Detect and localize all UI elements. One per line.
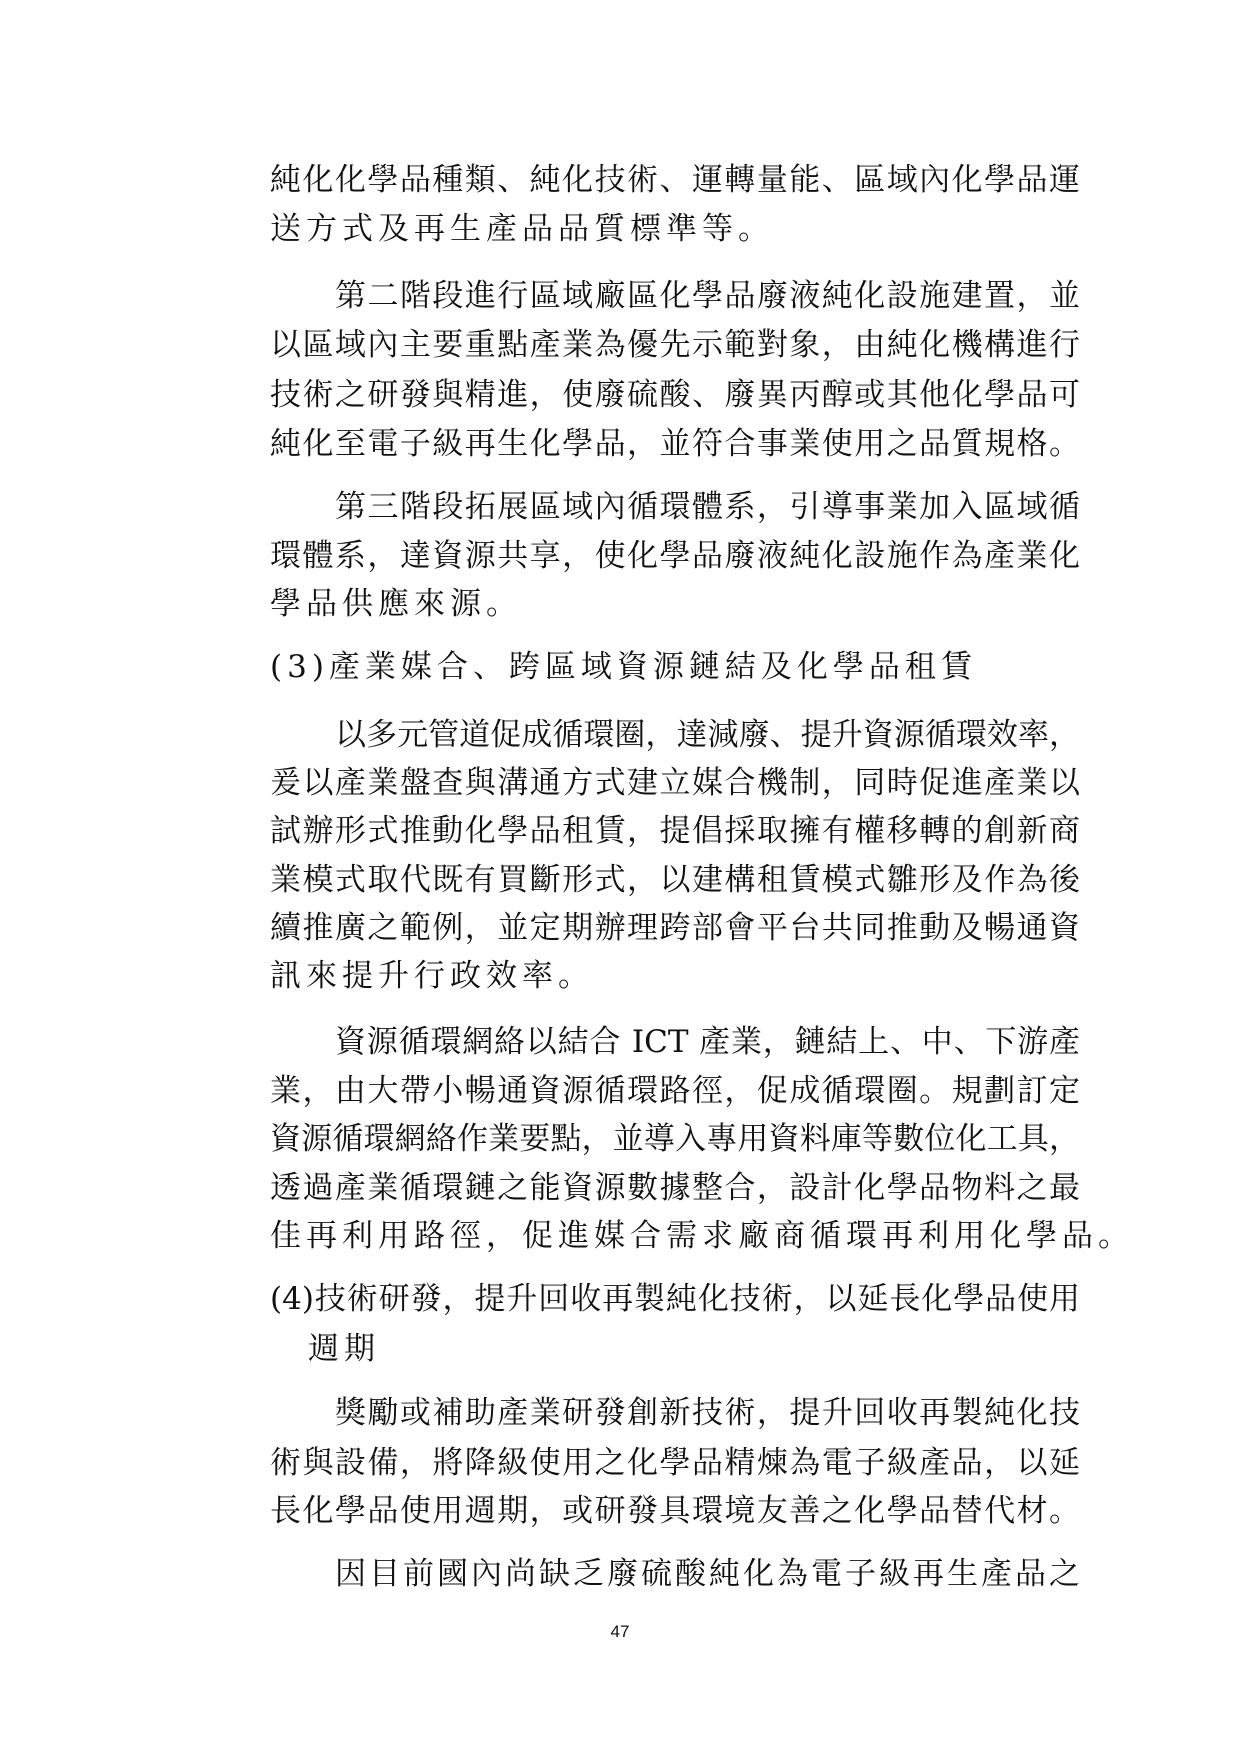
- section-heading-continuation: 週期: [308, 1331, 380, 1367]
- body-text-line: 長化學品使用週期，或研發具環境友善之化學品替代材。: [270, 1493, 1080, 1529]
- body-text-line: 訊來提升行政效率。: [270, 958, 594, 994]
- body-text-line: 以多元管道促成循環圈，達減廢、提升資源循環效率，: [335, 717, 1080, 753]
- body-text-line: 第二階段進行區域廠區化學品廢液純化設施建置，並: [335, 278, 1080, 314]
- body-text-line: 技術之研發與精進，使廢硫酸、廢異丙醇或其他化學品可: [270, 377, 1080, 413]
- body-text-line: 純化化學品種類、純化技術、運轉量能、區域內化學品運: [270, 162, 1080, 198]
- body-text-line: 第三階段拓展區域內循環體系，引導事業加入區域循: [335, 489, 1080, 525]
- body-text-line: 純化至電子級再生化學品，並符合事業使用之品質規格。: [270, 426, 1080, 462]
- body-text-line: 獎勵或補助產業研發創新技術，提升回收再製純化技: [335, 1395, 1080, 1431]
- body-text-line: 續推廣之範例，並定期辦理跨部會平台共同推動及暢通資: [270, 910, 1080, 946]
- body-text-line: 環體系，達資源共享，使化學品廢液純化設施作為產業化: [270, 538, 1080, 574]
- body-text-line: 以區域內主要重點產業為優先示範對象，由純化機構進行: [270, 327, 1080, 363]
- body-text-line: 送方式及再生產品品質標準等。: [270, 211, 774, 247]
- body-text-line: 佳再利用路徑，促進媒合需求廠商循環再利用化學品。: [270, 1218, 1134, 1254]
- body-text-line: 透過產業循環鏈之能資源數據整合，設計化學品物料之最: [270, 1170, 1080, 1206]
- body-text-line: 業，由大帶小暢通資源循環路徑，促成循環圈。規劃訂定: [270, 1073, 1080, 1109]
- section-heading: (3)產業媒合、跨區域資源鏈結及化學品租賃: [270, 649, 977, 685]
- body-text-line: 業模式取代既有買斷形式，以建構租賃模式雛形及作為後: [270, 862, 1080, 898]
- body-text-line: 資源循環網絡以結合 ICT 產業，鏈結上、中、下游產: [335, 1024, 1080, 1060]
- body-text-line: 試辦形式推動化學品租賃，提倡採取擁有權移轉的創新商: [270, 813, 1080, 849]
- section-heading: (4)技術研發，提升回收再製純化技術，以延長化學品使用: [270, 1281, 1080, 1317]
- body-text-line: 爰以產業盤查與溝通方式建立媒合機制，同時促進產業以: [270, 765, 1080, 801]
- body-text-line: 學品供應來源。: [270, 586, 522, 622]
- page-number: 47: [610, 1622, 630, 1641]
- body-text-line: 資源循環網絡作業要點，並導入專用資料庫等數位化工具，: [270, 1121, 1080, 1157]
- body-text-line: 術與設備，將降級使用之化學品精煉為電子級產品，以延: [270, 1445, 1080, 1481]
- body-text-line: 因目前國內尚缺乏廢硫酸純化為電子級再生產品之: [335, 1556, 1080, 1592]
